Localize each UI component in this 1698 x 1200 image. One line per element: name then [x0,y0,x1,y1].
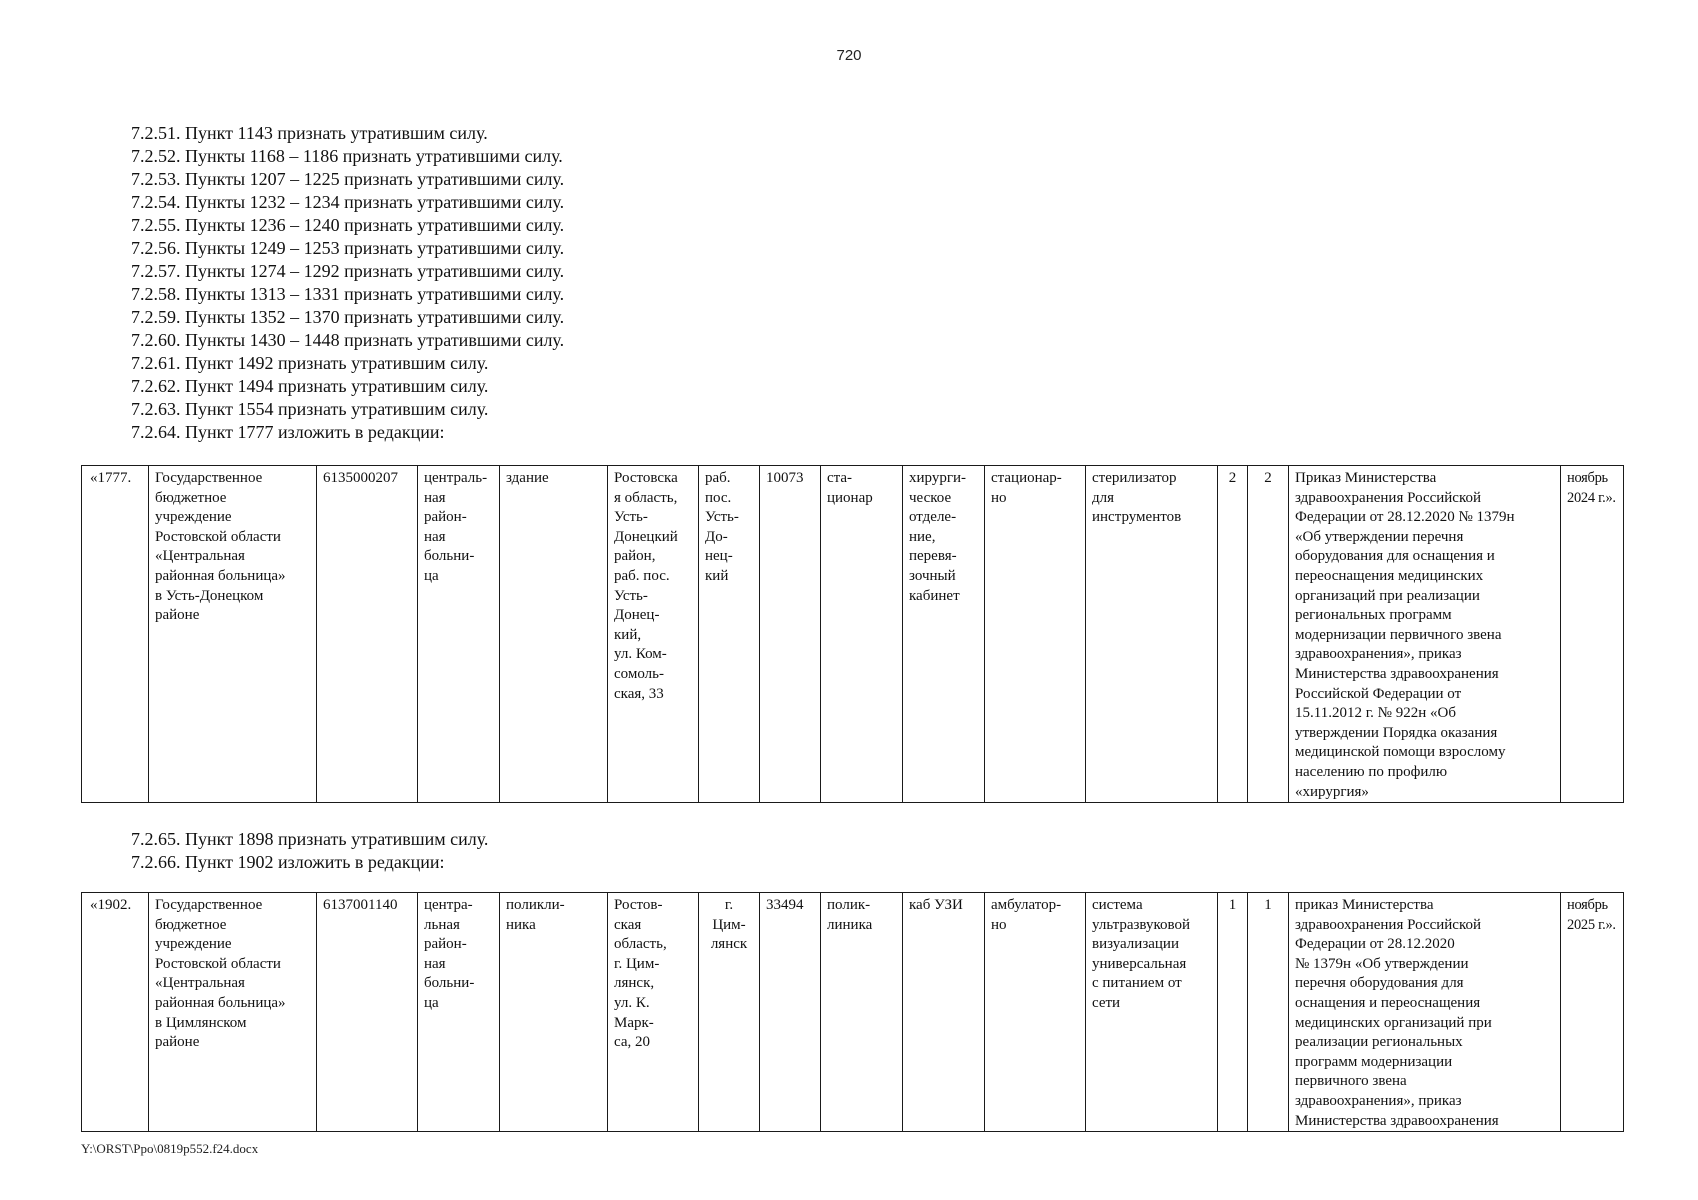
item-number-cell: «1777. [82,466,149,803]
quantity-cell: 2 [1248,466,1289,803]
department-cell: хирурги- ческое отделе- ние, перевя- зочный кабинет [903,466,985,803]
amendment-item: 7.2.63. Пункт 1554 признать утратившим силу. [131,399,489,419]
amendment-item: 7.2.66. Пункт 1902 изложить в редакции: [131,852,445,872]
settlement-cell: раб. пос. Усть- До- нец- кий [699,466,760,803]
amendment-item: 7.2.55. Пункты 1236 – 1240 признать утратившими силу. [131,215,565,235]
page-number: 720 [836,47,862,64]
amendment-item: 7.2.58. Пункты 1313 – 1331 признать утратившими силу. [131,284,565,304]
organization-name-cell: Государственное бюджетное учреждение Ростовской области «Центральная районная больница» в Усть-Донецком районе [149,466,317,803]
legal-basis-cell: Приказ Министерства здравоохранения Российской Федерации от 28.12.2020 № 1379н «Об утверждении перечня оборудования для оснащения и переоснащения медицинских организаций при реализации региональных программ модернизации первичного звена здравоохранения», приказ Министерства здравоохранения Российской Федерации от 15.11.2012 г. № 922н «Об утверждении Порядка оказания медицинской помощи взрослому населению по профилю «хирургия» [1289,466,1561,803]
amendment-item: 7.2.62. Пункт 1494 признать утратившим силу. [131,376,489,396]
table-row [82,893,1624,1132]
table-item-1902 [81,892,1624,1132]
population-cell: 10073 [760,466,821,803]
amendment-item: 7.2.64. Пункт 1777 изложить в редакции: [131,422,445,442]
population-cell: 33494 [760,893,821,1132]
amendment-item: 7.2.56. Пункты 1249 – 1253 признать утратившими силу. [131,238,565,258]
amendment-item: 7.2.61. Пункт 1492 признать утратившим силу. [131,353,489,373]
legal-basis-cell: приказ Министерства здравоохранения Российской Федерации от 28.12.2020 № 1379н «Об утверждении перечня оборудования для оснащения и переоснащения медицинских организаций при реализации региональных программ модернизации первичного звена здравоохранения», приказ Министерства здравоохранения [1289,893,1561,1132]
address-cell: Ростов- ская область, г. Цим- лянск, ул. К. Марк- са, 20 [608,893,699,1132]
amendment-item: 7.2.52. Пункты 1168 – 1186 признать утратившими силу. [131,146,563,166]
amendment-items-list [131,122,1031,444]
amendment-items-list [131,828,1031,874]
deadline-cell: ноябрь 2025 г.». [1561,893,1624,1132]
facility-type-cell: центра- льная район- ная больни- ца [418,893,500,1132]
quantity-cell: 1 [1218,893,1248,1132]
address-cell: Ростовска я область, Усть- Донецкий район, раб. пос. Усть- Донец- кий, ул. Ком- сомоль- ская, 33 [608,466,699,803]
amendment-item: 7.2.57. Пункты 1274 – 1292 признать утратившими силу. [131,261,565,281]
amendment-item: 7.2.65. Пункт 1898 признать утратившим силу. [131,829,489,849]
equipment-cell: стерилизатор для инструментов [1086,466,1218,803]
inn-cell: 6137001140 [317,893,418,1132]
department-cell: каб УЗИ [903,893,985,1132]
care-mode-cell: стационар- но [985,466,1086,803]
table-item-1777 [81,465,1624,803]
settlement-cell: г. Цим- лянск [699,893,760,1132]
amendment-item: 7.2.51. Пункт 1143 признать утратившим силу. [131,123,488,143]
amendment-item: 7.2.59. Пункты 1352 – 1370 признать утратившими силу. [131,307,565,327]
equipment-cell: система ультразвуковой визуализации универсальная с питанием от сети [1086,893,1218,1132]
amendment-item: 7.2.54. Пункты 1232 – 1234 признать утратившими силу. [131,192,565,212]
care-setting-cell: ста- ционар [821,466,903,803]
care-mode-cell: амбулатор- но [985,893,1086,1132]
item-number-cell: «1902. [82,893,149,1132]
amendment-item: 7.2.60. Пункты 1430 – 1448 признать утратившими силу. [131,330,565,350]
building-cell: поликли- ника [500,893,608,1132]
quantity-cell: 2 [1218,466,1248,803]
deadline-cell: ноябрь 2024 г.». [1561,466,1624,803]
facility-type-cell: централь- ная район- ная больни- ца [418,466,500,803]
inn-cell: 6135000207 [317,466,418,803]
table-row [82,466,1624,803]
amendment-item: 7.2.53. Пункты 1207 – 1225 признать утратившими силу. [131,169,565,189]
file-path-footer: Y:\ORST\Ppo\0819p552.f24.docx [81,1141,259,1156]
quantity-cell: 1 [1248,893,1289,1132]
building-cell: здание [500,466,608,803]
care-setting-cell: полик- линика [821,893,903,1132]
organization-name-cell: Государственное бюджетное учреждение Ростовской области «Центральная районная больница» в Цимлянском районе [149,893,317,1132]
